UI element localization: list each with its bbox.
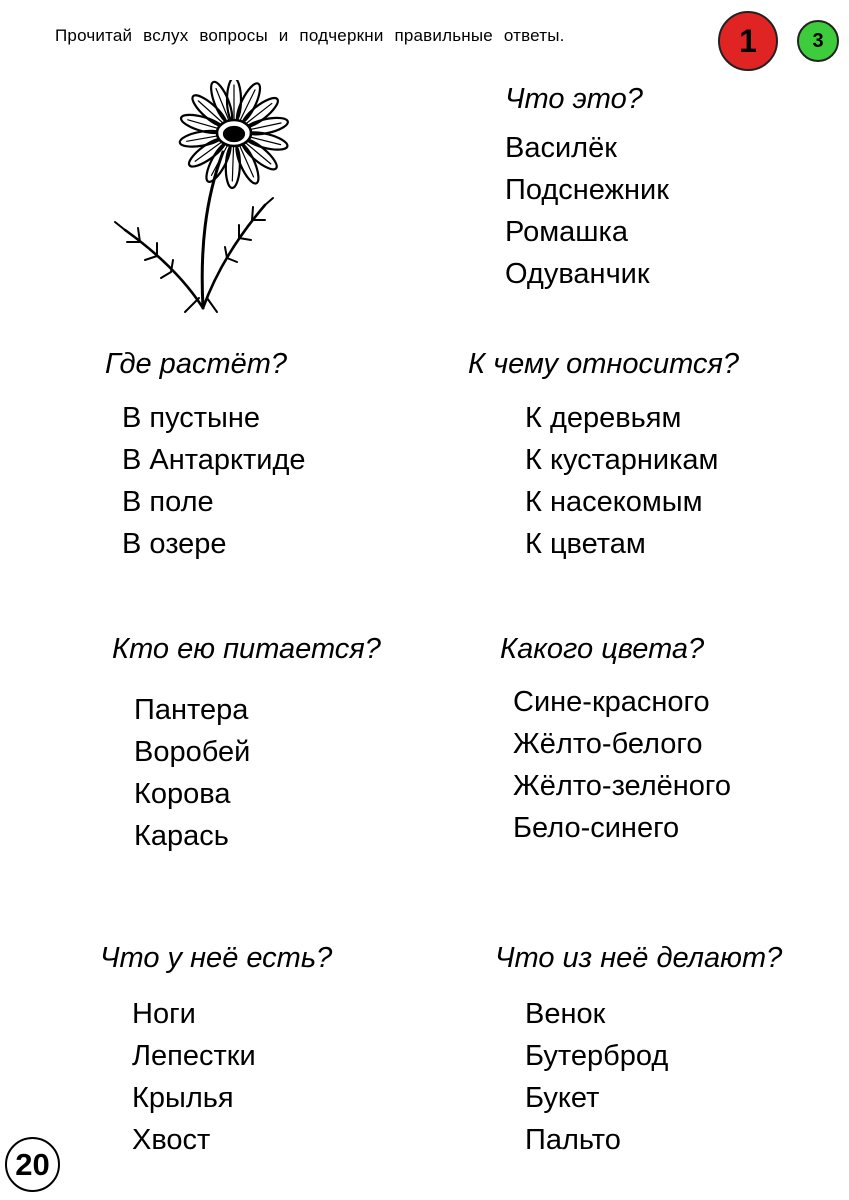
question-title: Какого цвета?: [500, 633, 705, 665]
answer-option[interactable]: Ноги: [132, 998, 196, 1030]
page-number: 20: [5, 1137, 60, 1192]
question-title: Что у неё есть?: [100, 942, 333, 974]
answer-option[interactable]: Бутерброд: [525, 1040, 669, 1072]
answer-option[interactable]: Василёк: [505, 132, 617, 164]
answer-option[interactable]: К деревьям: [525, 402, 682, 434]
answer-option[interactable]: Жёлто-зелёного: [513, 770, 731, 802]
question-block: [500, 633, 731, 849]
answer-option[interactable]: Бело-синего: [513, 812, 680, 844]
answer-option[interactable]: Крылья: [132, 1082, 234, 1114]
answer-option[interactable]: В пустыне: [122, 402, 261, 434]
answer-option[interactable]: В озере: [122, 528, 227, 560]
question-block: [112, 633, 381, 857]
main-number-badge: 1: [718, 11, 778, 71]
question-block: [100, 942, 332, 1161]
chamomile-flower-icon: [105, 80, 305, 315]
question-block: [495, 942, 782, 1161]
answer-option[interactable]: Лепестки: [132, 1040, 256, 1072]
answer-option[interactable]: Хвост: [132, 1124, 211, 1156]
question-block: [468, 348, 739, 565]
question-block: [105, 348, 306, 565]
answer-option[interactable]: Корова: [134, 778, 231, 810]
question-title: Где растёт?: [105, 348, 288, 380]
answer-option[interactable]: Воробей: [134, 736, 251, 768]
answer-option[interactable]: К кустарникам: [525, 444, 719, 476]
answer-option[interactable]: Одуванчик: [505, 258, 650, 290]
answer-option[interactable]: Подснежник: [505, 174, 669, 206]
question-title: К чему относится?: [468, 348, 740, 380]
answer-option[interactable]: К цветам: [525, 528, 646, 560]
answer-option[interactable]: Карась: [134, 820, 229, 852]
question-title: Кто ею питается?: [112, 633, 381, 665]
answer-option[interactable]: Букет: [525, 1082, 600, 1114]
question-block: [505, 83, 669, 295]
question-title: Что из неё делают?: [495, 942, 783, 974]
answer-option[interactable]: К насекомым: [525, 486, 703, 518]
answer-option[interactable]: В поле: [122, 486, 214, 518]
answer-option[interactable]: В Антарктиде: [122, 444, 306, 476]
answer-option[interactable]: Сине-красного: [513, 686, 710, 718]
instruction-text: Прочитай вслух вопросы и подчеркни правильные ответы.: [55, 26, 565, 45]
answer-option[interactable]: Пальто: [525, 1124, 621, 1156]
answer-option[interactable]: Жёлто-белого: [513, 728, 703, 760]
answer-option[interactable]: Ромашка: [505, 216, 628, 248]
answer-option[interactable]: Венок: [525, 998, 606, 1030]
question-title: Что это?: [505, 83, 643, 115]
answer-option[interactable]: Пантера: [134, 694, 249, 726]
secondary-number-badge: 3: [797, 20, 839, 62]
